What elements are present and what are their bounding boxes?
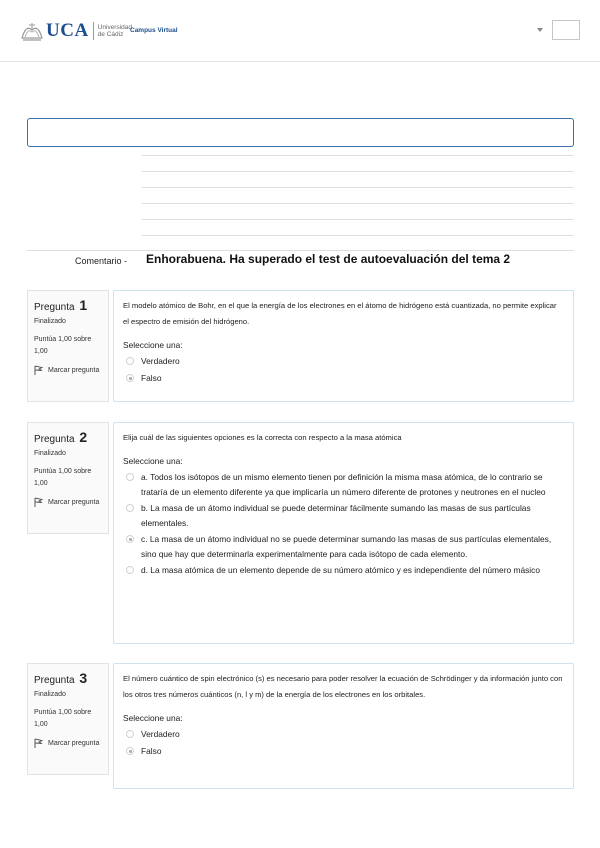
flag-icon (34, 738, 44, 748)
radio-button[interactable] (126, 730, 134, 738)
radio-button-selected[interactable] (126, 747, 134, 755)
answer-option[interactable]: d. La masa atómica de un elemento depende de su número atómico y es independiente del número másico (123, 563, 564, 578)
radio-button[interactable] (126, 566, 134, 574)
question-heading: Pregunta 2 (34, 429, 88, 445)
uca-logo[interactable] (20, 19, 138, 43)
question-number: 1 (79, 297, 88, 313)
attempt-summary-box (27, 118, 574, 147)
question-text: El número cuántico de spin electrónico (s) es necesario para poder resolver la ecuación de Schrödinger y da información junto con los otros tres números cuánticos (n, l y m) de la energía de los electrones en los orbitales. (123, 674, 563, 699)
question-heading: Pregunta 3 (34, 670, 88, 686)
answer-option[interactable]: c. La masa de un átomo individual no se puede determinar sumando las masas de sus partículas elementales, sino que hay que determinarla experimentalmente para cada isótopo de cada elemento. (123, 532, 564, 561)
question-heading: Pregunta 1 (34, 297, 88, 313)
question-grade: Puntúa 1,00 sobre 1,00 (34, 336, 92, 355)
campus-virtual-link[interactable]: Campus Virtual (130, 27, 178, 34)
university-name: Universidad de Cádiz (97, 24, 132, 38)
summary-row-divider (142, 171, 574, 172)
logo-wordmark: UCA (46, 20, 89, 41)
flag-label: Marcar pregunta (48, 367, 100, 374)
answer-option[interactable]: Falso (123, 744, 564, 759)
uca-crest-icon (20, 20, 44, 42)
answer-prompt: Seleccione una: (123, 713, 183, 723)
question-1-info (27, 290, 109, 402)
radio-button[interactable] (126, 504, 134, 512)
radio-button[interactable] (126, 473, 134, 481)
answer-prompt: Seleccione una: (123, 340, 183, 350)
question-state: Finalizado (34, 318, 66, 325)
answer-option[interactable]: a. Todos los isótopos de un mismo elemento tienen por definición la misma masa atómica, de lo contrario se trataría de un elemento diferente ya que implicaría un número diferente de protones y neutrones en el nucleo (123, 470, 564, 499)
question-1-content (113, 290, 574, 402)
flag-question-link[interactable] (34, 737, 102, 751)
answer-prompt: Seleccione una: (123, 456, 183, 466)
radio-button-selected[interactable] (126, 535, 134, 543)
flag-question-link[interactable] (34, 364, 102, 378)
feedback-comment-row (27, 251, 574, 271)
flag-question-link[interactable] (34, 496, 102, 510)
answer-option[interactable]: b. La masa de un átomo individual se puede determinar fácilmente sumando las masas de sus partículas elementales. (123, 501, 564, 530)
flag-icon (34, 497, 44, 507)
answer-option[interactable]: Verdadero (123, 354, 564, 369)
flag-label: Marcar pregunta (48, 499, 100, 506)
question-3-content (113, 663, 574, 789)
question-2-content (113, 422, 574, 644)
answer-option[interactable]: Falso (123, 371, 564, 386)
question-grade: Puntúa 1,00 sobre 1,00 (34, 709, 92, 728)
question-number: 2 (79, 429, 88, 445)
summary-row-divider (142, 219, 574, 220)
question-text: El modelo atómico de Bohr, en el que la energía de los electrones en el átomo de hidrógeno está cuantizada, no permite explicar el espectro de emisión del hidrógeno. (123, 301, 557, 326)
question-text: Elija cuál de las siguientes opciones es la correcta con respecto a la masa atómica (123, 433, 402, 442)
answer-option[interactable]: Verdadero (123, 727, 564, 742)
radio-button[interactable] (126, 357, 134, 365)
top-navbar (0, 0, 600, 62)
summary-row-divider (142, 203, 574, 204)
logo-divider (93, 22, 94, 40)
summary-row-divider (142, 235, 574, 236)
question-grade: Puntúa 1,00 sobre 1,00 (34, 468, 92, 487)
radio-button-selected[interactable] (126, 374, 134, 382)
user-avatar-box[interactable] (552, 20, 580, 40)
question-state: Finalizado (34, 691, 66, 698)
flag-icon (34, 365, 44, 375)
question-number: 3 (79, 670, 88, 686)
summary-row-divider (142, 155, 574, 156)
header-divider (0, 61, 600, 62)
comment-label: Comentario - (75, 256, 128, 266)
question-3-info (27, 663, 109, 775)
question-2-info (27, 422, 109, 534)
summary-row-divider (142, 187, 574, 188)
user-menu-caret-icon[interactable] (537, 28, 543, 32)
comment-text: Enhorabuena. Ha superado el test de autoevaluación del tema 2 (146, 252, 511, 266)
flag-label: Marcar pregunta (48, 740, 100, 747)
question-state: Finalizado (34, 450, 66, 457)
